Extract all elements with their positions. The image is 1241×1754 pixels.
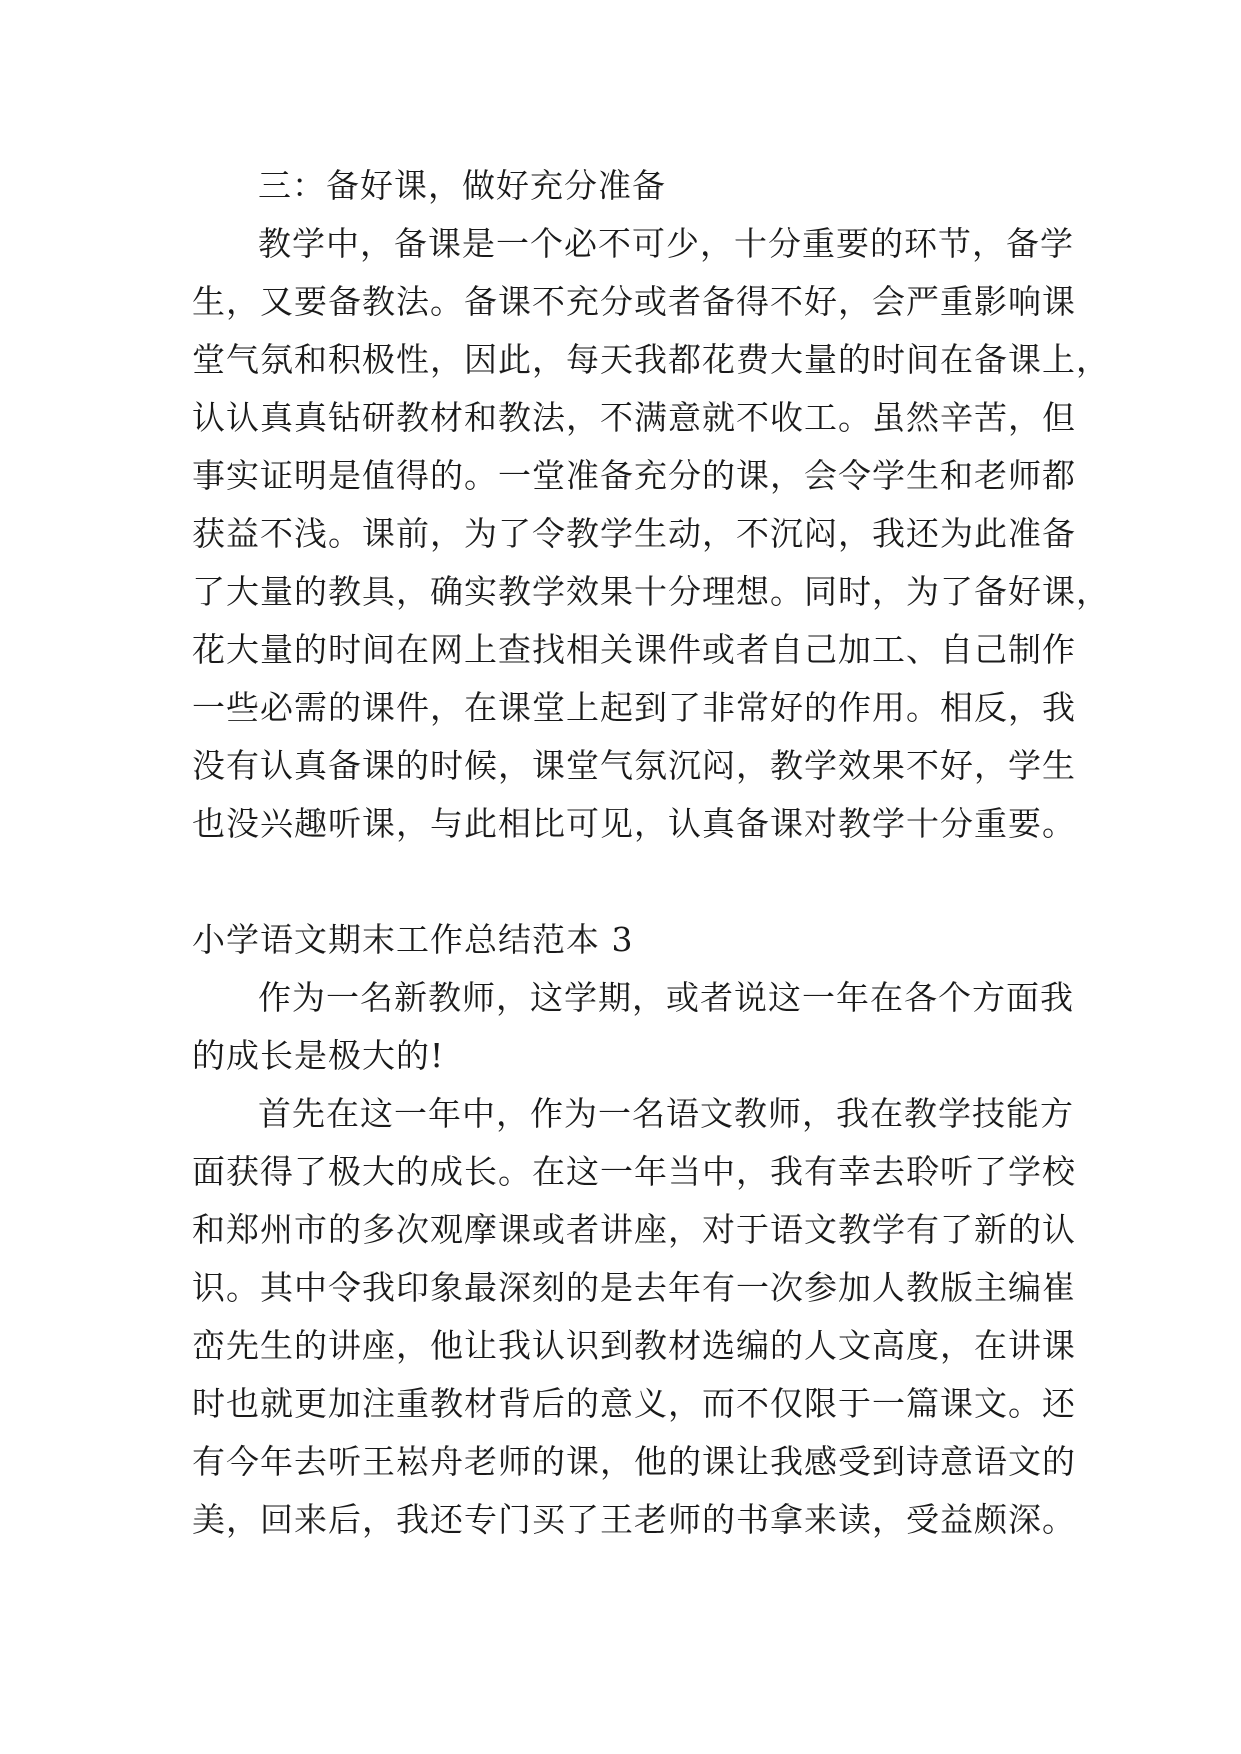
paragraph-line: 面获得了极大的成长。在这一年当中，我有幸去聆听了学校: [192, 1152, 1076, 1191]
paragraph-line: 作为一名新教师，这学期，或者说这一年在各个方面我: [258, 978, 1074, 1017]
document-title: 小学语文期末工作总结范本 3: [192, 920, 634, 959]
paragraph-line: 峦先生的讲座，他让我认识到教材选编的人文高度，在讲课: [192, 1326, 1076, 1365]
paragraph-line: 也没兴趣听课，与此相比可见，认真备课对教学十分重要。: [192, 804, 1076, 843]
paragraph-line: 获益不浅。课前，为了令教学生动，不沉闷，我还为此准备: [192, 514, 1076, 553]
paragraph-line: 教学中，备课是一个必不可少，十分重要的环节，备学: [258, 224, 1074, 263]
paragraph-line: 美，回来后，我还专门买了王老师的书拿来读，受益颇深。: [192, 1500, 1076, 1539]
section-heading: 三：备好课，做好充分准备: [258, 166, 666, 205]
paragraph-line: 花大量的时间在网上查找相关课件或者自己加工、自己制作: [192, 630, 1076, 669]
paragraph-line: 没有认真备课的时候，课堂气氛沉闷，教学效果不好，学生: [192, 746, 1076, 785]
paragraph-line: 首先在这一年中，作为一名语文教师，我在教学技能方: [258, 1094, 1074, 1133]
paragraph-line: 堂气氛和积极性，因此，每天我都花费大量的时间在备课上，: [192, 340, 1110, 379]
paragraph-line: 了大量的教具，确实教学效果十分理想。同时，为了备好课，: [192, 572, 1110, 611]
paragraph-line: 时也就更加注重教材背后的意义，而不仅限于一篇课文。还: [192, 1384, 1076, 1423]
paragraph-line: 认认真真钻研教材和教法，不满意就不收工。虽然辛苦，但: [192, 398, 1076, 437]
paragraph-line: 事实证明是值得的。一堂准备充分的课，会令学生和老师都: [192, 456, 1076, 495]
paragraph-line: 和郑州市的多次观摩课或者讲座，对于语文教学有了新的认: [192, 1210, 1076, 1249]
paragraph-line: 识。其中令我印象最深刻的是去年有一次参加人教版主编崔: [192, 1268, 1076, 1307]
paragraph-line: 有今年去听王崧舟老师的课，他的课让我感受到诗意语文的: [192, 1442, 1076, 1481]
paragraph-line: 一些必需的课件，在课堂上起到了非常好的作用。相反，我: [192, 688, 1076, 727]
paragraph-line: 生，又要备教法。备课不充分或者备得不好，会严重影响课: [192, 282, 1076, 321]
paragraph-line: 的成长是极大的!: [192, 1036, 445, 1075]
